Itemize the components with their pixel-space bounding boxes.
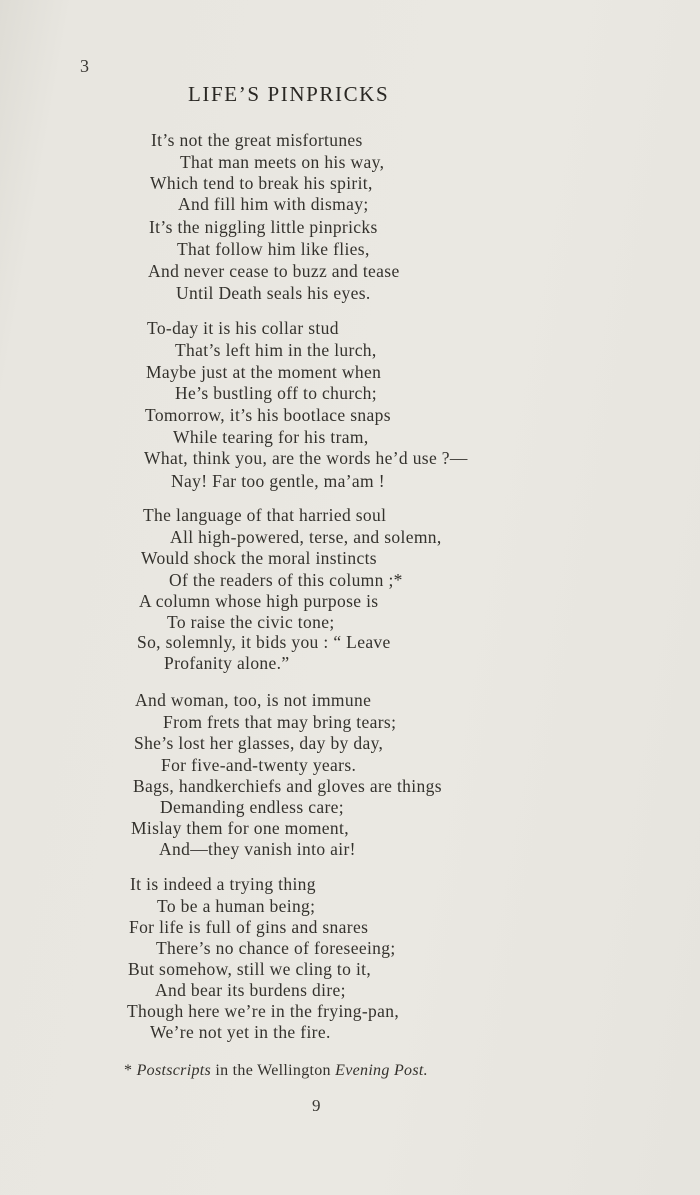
poem-line: It’s not the great misfortunes [151, 130, 363, 150]
poem-line: Mislay them for one moment, [131, 818, 349, 838]
poem-line: And fill him with dismay; [178, 194, 369, 214]
poem-line: Of the readers of this column ;* [169, 570, 403, 590]
poem-line: It is indeed a trying thing [130, 874, 316, 894]
poem-line: And woman, too, is not immune [135, 690, 372, 710]
poem-line: Maybe just at the moment when [146, 362, 382, 382]
page-number: 9 [312, 1096, 321, 1115]
poem-line: Bags, handkerchiefs and gloves are things [133, 776, 442, 796]
poem-line: All high-powered, terse, and solemn, [170, 527, 442, 547]
poem-line: The language of that harried soul [143, 505, 387, 525]
poem-line: That follow him like flies, [177, 239, 370, 259]
poem-line: He’s bustling off to church; [175, 383, 377, 403]
poem-line: That man meets on his way, [180, 152, 385, 172]
poem-title: LIFE’S PINPRICKS [188, 82, 390, 106]
footnote-publication-column: Postscripts [136, 1062, 212, 1079]
poem-line: It’s the niggling little pinpricks [149, 217, 378, 237]
poem-line: Nay! Far too gentle, ma’am ! [171, 471, 385, 491]
poem-line: Which tend to break his spirit, [150, 173, 373, 193]
poem-line: From frets that may bring tears; [163, 712, 397, 732]
poem-line: While tearing for his tram, [173, 427, 369, 447]
poem-line: Demanding endless care; [160, 797, 344, 817]
poem-line: Would shock the moral instincts [141, 548, 377, 568]
footnote-mark: * [124, 1062, 137, 1079]
poem-line: And never cease to buzz and tease [148, 261, 400, 281]
footnote-text: in the Wellington [211, 1062, 336, 1079]
poem-line: Tomorrow, it’s his bootlace snaps [145, 405, 391, 425]
poem-line: But somehow, still we cling to it, [128, 959, 372, 979]
poem-line: What, think you, are the words he’d use ?— [144, 448, 468, 468]
poem-line: For life is full of gins and snares [129, 917, 369, 937]
poem-line: A column whose high purpose is [139, 591, 379, 611]
poem-line: Until Death seals his eyes. [176, 283, 371, 303]
poem-line: And bear its burdens dire; [155, 980, 346, 1000]
footnote [124, 1062, 428, 1080]
poem-line: To be a human being; [157, 896, 316, 916]
poem-line: To raise the civic tone; [167, 612, 335, 632]
poem-line: For five-and-twenty years. [161, 755, 357, 775]
poem-line: Though here we’re in the frying-pan, [127, 1001, 400, 1021]
poem-line: Profanity alone.” [164, 653, 290, 673]
poem-line: To-day it is his collar stud [147, 318, 339, 338]
footnote-publication-name: Evening Post. [335, 1062, 428, 1079]
poem-line: And—they vanish into air! [159, 839, 356, 859]
poem-line: That’s left him in the lurch, [175, 340, 377, 360]
poem-line: She’s lost her glasses, day by day, [134, 733, 384, 753]
corner-page-marker: 3 [80, 56, 89, 76]
poem-line: There’s no chance of foreseeing; [156, 938, 396, 958]
poem-line: We’re not yet in the fire. [150, 1022, 331, 1042]
poem-line: So, solemnly, it bids you : “ Leave [137, 632, 391, 652]
